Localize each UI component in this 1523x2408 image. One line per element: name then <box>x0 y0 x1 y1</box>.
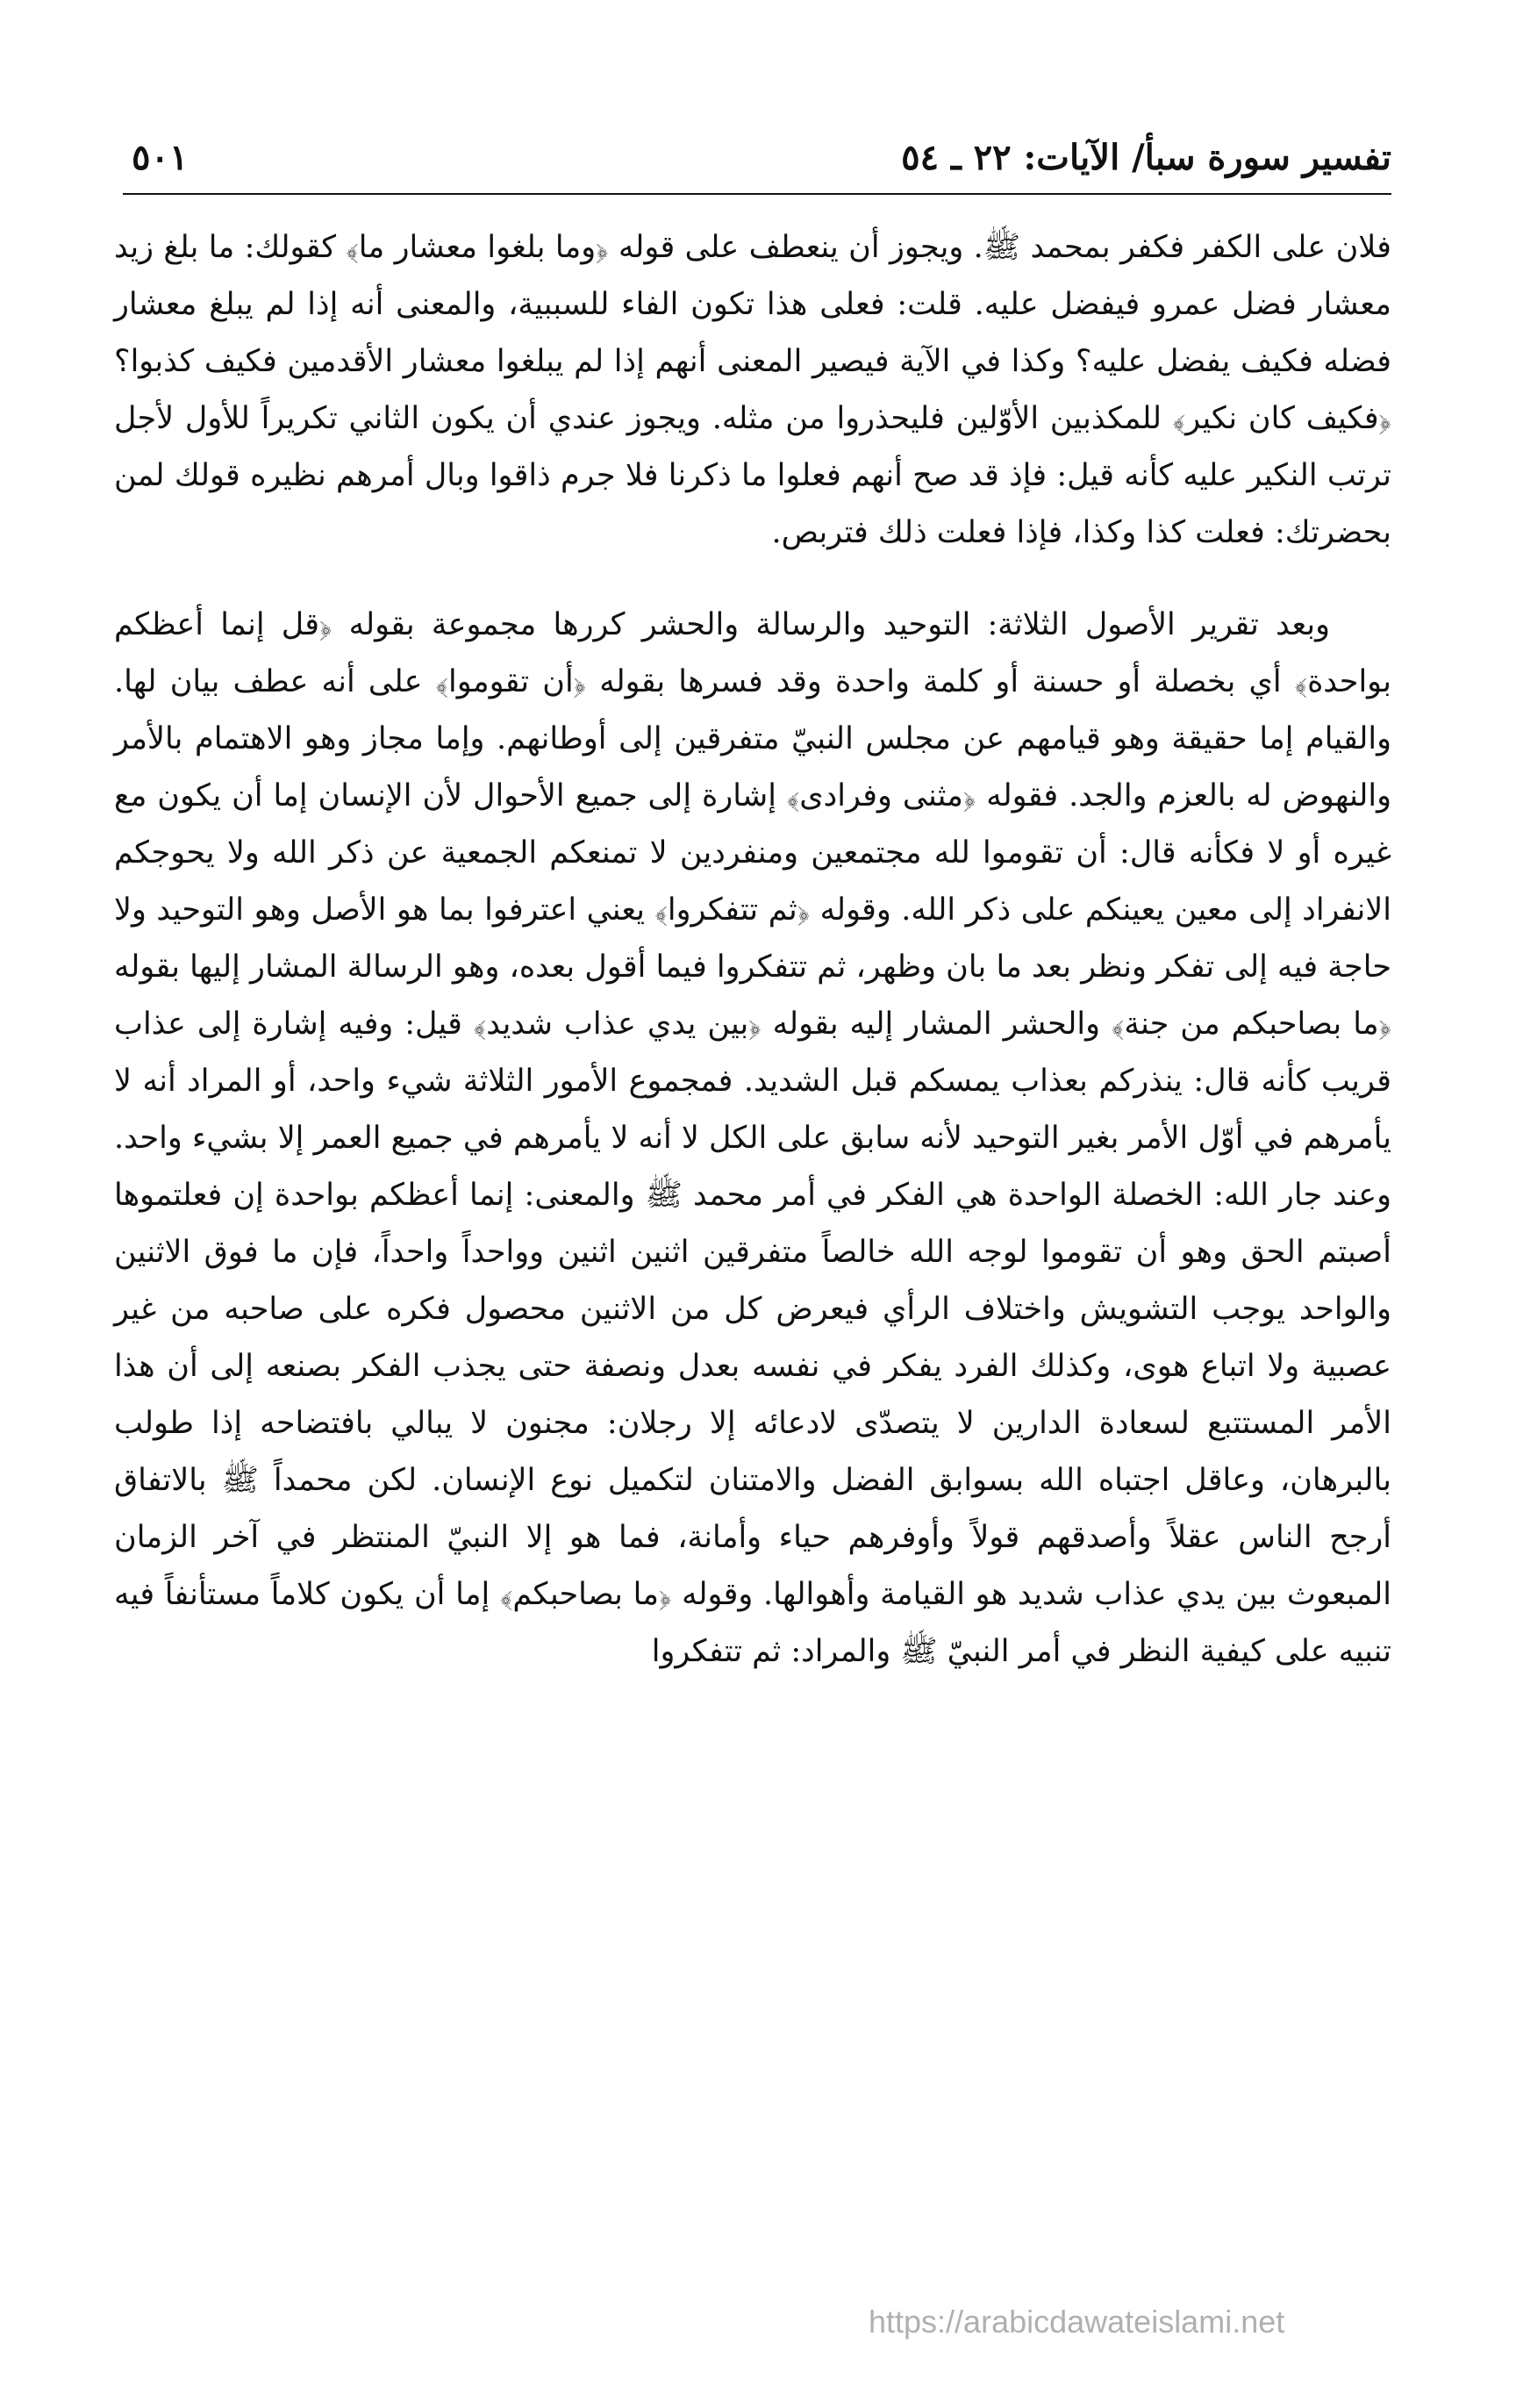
watermark-url: https://arabicdawateislami.net <box>869 2304 1285 2340</box>
page-header <box>123 132 1391 195</box>
paragraph-2: وبعد تقرير الأصول الثلاثة: التوحيد والرسالة والحشر كررها مجموعة بقوله ﴿قل إنما أعظكم بواحدة﴾ أي بخصلة أو حسنة أو كلمة واحدة وقد فسرها بقوله ﴿أن تقوموا﴾ على أنه عطف بيان لها. والقيام إما حقيقة وهو قيامهم عن مجلس النبيّ متفرقين إلى أوطانهم. وإما مجاز وهو الاهتمام بالأمر والنهوض له بالعزم والجد. فقوله ﴿مثنى وفرادى﴾ إشارة إلى جميع الأحوال لأن الإنسان إما أن يكون مع غيره أو لا فكأنه قال: أن تقوموا لله مجتمعين ومنفردين لا تمنعكم الجمعية عن ذكر الله ولا يحوجكم الانفراد إلى معين يعينكم على ذكر الله. وقوله ﴿ثم تتفكروا﴾ يعني اعترفوا بما هو الأصل وهو التوحيد ولا حاجة فيه إلى تفكر ونظر بعد ما بان وظهر، ثم تتفكروا فيما أقول بعده، وهو الرسالة المشار إليها بقوله ﴿ما بصاحبكم من جنة﴾ والحشر المشار إليه بقوله ﴿بين يدي عذاب شديد﴾ قيل: وفيه إشارة إلى عذاب قريب كأنه قال: ينذركم بعذاب يمسكم قبل الشديد. فمجموع الأمور الثلاثة شيء واحد، أو المراد أنه لا يأمرهم في أوّل الأمر بغير التوحيد لأنه سابق على الكل لا أنه لا يأمرهم في جميع العمر إلا بشيء واحد. وعند جار الله: الخصلة الواحدة هي الفكر في أمر محمد ﷺ والمعنى: إنما أعظكم بواحدة إن فعلتموها أصبتم الحق وهو أن تقوموا لوجه الله خالصاً متفرقين اثنين اثنين وواحداً واحداً، فإن ما فوق الاثنين والواحد يوجب التشويش واختلاف الرأي فيعرض كل من الاثنين محصول فكره على صاحبه من غير عصبية ولا اتباع هوى، وكذلك الفرد يفكر في نفسه بعدل ونصفة حتى يجذب الفكر بصنعه إلى أن هذا الأمر المستتبع لسعادة الدارين لا يتصدّى لادعائه إلا رجلان: مجنون لا يبالي بافتضاحه إذا طولب بالبرهان، وعاقل اجتباه الله بسوابق الفضل والامتنان لتكميل نوع الإنسان. لكن محمداً ﷺ بالاتفاق أرجح الناس عقلاً وأصدقهم قولاً وأوفرهم حياء وأمانة، فما هو إلا النبيّ المنتظر في آخر الزمان المبعوث بين يدي عذاب شديد هو القيامة وأهوالها. وقوله ﴿ما بصاحبكم﴾ إما أن يكون كلاماً مستأنفاً فيه تنبيه على كيفية النظر في أمر النبيّ ﷺ والمراد: ثم تتفكروا <box>114 607 1391 1669</box>
page-number: ٥٠١ <box>132 137 189 178</box>
running-title: تفسير سورة سبأ/ الآيات: ٢٢ ـ ٥٤ <box>901 137 1391 178</box>
body-text <box>114 219 1391 1681</box>
paragraph-1: فلان على الكفر فكفر بمحمد ﷺ. ويجوز أن ينعطف على قوله ﴿وما بلغوا معشار ما﴾ كقولك: ما بلغ زيد معشار فضل عمرو فيفضل عليه. قلت: فعلى هذا تكون الفاء للسببية، والمعنى أنه إذا لم يبلغ معشار فضله فكيف يفضل عليه؟ وكذا في الآية فيصير المعنى أنهم إذا لم يبلغوا معشار الأقدمين فكيف كذبوا؟ ﴿فكيف كان نكير﴾ للمكذبين الأوّلين فليحذروا من مثله. ويجوز عندي أن يكون الثاني تكريراً للأول لأجل ترتب النكير عليه كأنه قيل: فإذ قد صح أنهم فعلوا ما ذكرنا فلا جرم ذاقوا وبال أمرهم نظيره قولك لمن بحضرتك: فعلت كذا وكذا، فإذا فعلت ذلك فتربص. <box>114 230 1391 550</box>
